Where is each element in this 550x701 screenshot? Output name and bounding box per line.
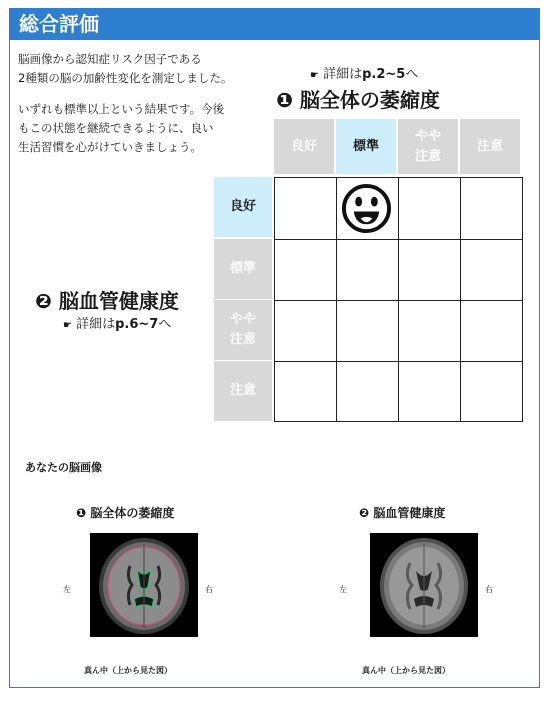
right-side-label: 右: [205, 585, 213, 594]
image1-caption: 真ん中（上から見た図）: [84, 666, 172, 675]
vessel-health-heading: [35, 285, 179, 314]
row-label: 標準: [229, 261, 256, 276]
pointing-hand-icon: ☛: [63, 320, 72, 331]
column-label: 良好: [290, 138, 317, 154]
number-one-icon: ❶: [76, 506, 87, 520]
column-label: [415, 127, 441, 167]
left-side-label: 左: [339, 585, 347, 594]
brain-images-section-title: あなたの脳画像: [25, 461, 102, 474]
heading-text: 脳血管健康度: [58, 289, 179, 313]
ref-prefix: 詳細は: [323, 67, 363, 82]
label-line: 注意: [414, 148, 441, 164]
image1-title: [76, 504, 174, 521]
row-header-good: [214, 177, 272, 237]
brain-scan-atrophy-image: [90, 533, 198, 637]
column-header-standard: [336, 119, 396, 174]
row-header-slight-caution: [214, 300, 272, 360]
column-header-good: [274, 119, 334, 174]
image2-caption: 真ん中（上から見た図）: [362, 666, 450, 675]
brain-scan-vessel: [370, 533, 478, 637]
brain-atrophy-heading: [276, 84, 440, 113]
grid-line: [275, 239, 522, 240]
row-header-caution: [214, 361, 272, 421]
row-label: 良好: [229, 199, 256, 214]
intro-line: 2種類の脳の加齢性変化を測定しました。: [18, 71, 233, 85]
intro-line: もこの状態を継続できるように、良い: [18, 121, 214, 135]
intro-line: いずれも標準以上という結果です。今後: [18, 102, 225, 116]
label-line: やや: [414, 128, 441, 144]
brain-atrophy-page-ref[interactable]: [310, 63, 418, 82]
image-title-text: 脳血管健康度: [373, 506, 446, 520]
intro-paragraph-1: [18, 50, 232, 88]
number-two-icon: ❷: [359, 506, 370, 520]
vessel-health-page-ref[interactable]: [63, 313, 171, 332]
ref-prefix: 詳細は: [76, 317, 116, 332]
ref-suffix: へ: [405, 67, 419, 82]
ref-pages: p.2~5: [362, 67, 406, 82]
grid-line: [275, 361, 522, 362]
label-line: やや: [229, 312, 256, 327]
pointing-hand-icon: ☛: [310, 70, 319, 81]
intro-paragraph-2: [18, 100, 224, 157]
column-label: 標準: [352, 138, 379, 154]
row-header-standard: [214, 239, 272, 299]
number-one-icon: ❶: [276, 88, 293, 112]
ref-suffix: へ: [158, 317, 172, 332]
number-two-icon: ❷: [35, 289, 52, 313]
row-label: 注意: [229, 383, 256, 398]
row-label: [230, 310, 256, 350]
intro-line: 生活習慣を心がけていきましょう。: [18, 140, 202, 154]
column-header-slight-caution: [398, 119, 458, 174]
grid-line: [275, 300, 522, 301]
page-title: 総合評価: [10, 9, 539, 40]
brain-scan-atrophy: [90, 533, 198, 637]
intro-line: 脳画像から認知症リスク因子である: [18, 52, 202, 66]
heading-text: 脳全体の萎縮度: [299, 88, 440, 112]
image-title-text: 脳全体の萎縮度: [90, 506, 175, 520]
brain-scan-vessel-image: [370, 533, 478, 637]
summary-panel: [9, 8, 540, 688]
column-header-caution: [460, 119, 520, 174]
right-side-label: 右: [485, 585, 493, 594]
result-matrix-grid: [274, 177, 523, 422]
ref-pages: p.6~7: [115, 317, 159, 332]
label-line: 注意: [229, 332, 256, 347]
left-side-label: 左: [63, 585, 71, 594]
column-label: 注意: [476, 138, 503, 154]
image2-title: [359, 504, 445, 521]
smiley-face-icon: [341, 183, 392, 234]
